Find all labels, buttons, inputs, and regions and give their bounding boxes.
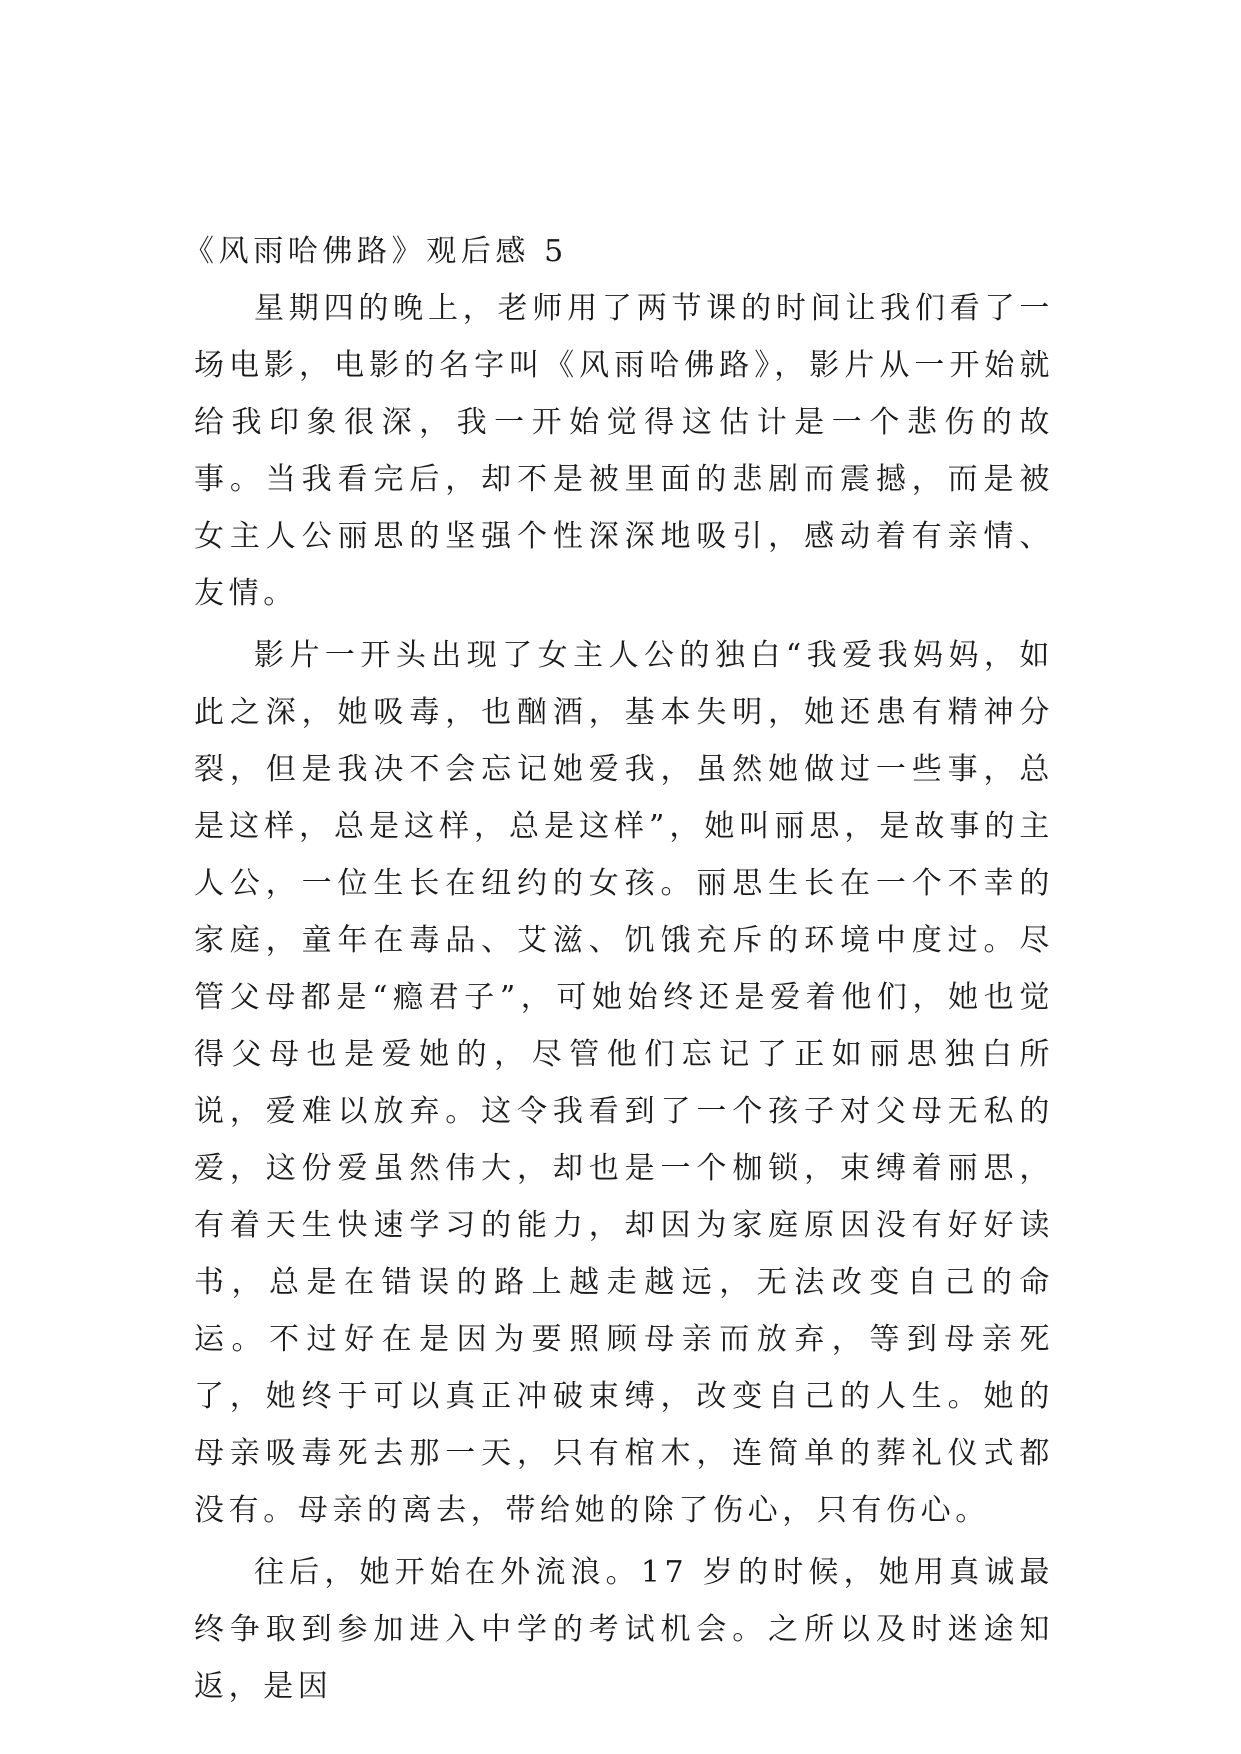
paragraph-1: 星期四的晚上，老师用了两节课的时间让我们看了一场电影，电影的名字叫《风雨哈佛路》，影片从一开始就给我印象很深，我一开始觉得这估计是一个悲伤的故事。当我看完后，却不是被里面的悲剧而震撼，而是被女主人公丽思的坚强个性深深地吸引，感动着有亲情、友情。 <box>194 291 1054 611</box>
document-body <box>184 223 1054 1720</box>
paragraph-3: 往后，她开始在外流浪。17 岁的时候，她用真诚最终争取到参加进入中学的考试机会。之所以及时迷途知返，是因 <box>194 1555 1054 1704</box>
document-title: 《风雨哈佛路》观后感 5 <box>184 234 568 269</box>
paragraph-2: 影片一开头出现了女主人公的独白“我爱我妈妈，如此之深，她吸毒，也酗酒，基本失明，她还患有精神分裂，但是我决不会忘记她爱我，虽然她做过一些事，总是这样，总是这样，总是这样”，她叫丽思，是故事的主人公，一位生长在纽约的女孩。丽思生长在一个不幸的家庭，童年在毒品、艾滋、饥饿充斥的环境中度过。尽管父母都是“瘾君子”，可她始终还是爱着他们，她也觉得父母也是爱她的，尽管他们忘记了正如丽思独白所说，爱难以放弃。这令我看到了一个孩子对父母无私的爱，这份爱虽然伟大，却也是一个枷锁，束缚着丽思，有着天生快速学习的能力，却因为家庭原因没有好好读书，总是在错误的路上越走越远，无法改变自己的命运。不过好在是因为要照顾母亲而放弃，等到母亲死了，她终于可以真正冲破束缚，改变自己的人生。她的母亲吸毒死去那一天，只有棺木，连简单的葬礼仪式都没有。母亲的离去，带给她的除了伤心，只有伤心。 <box>194 638 1054 1528</box>
